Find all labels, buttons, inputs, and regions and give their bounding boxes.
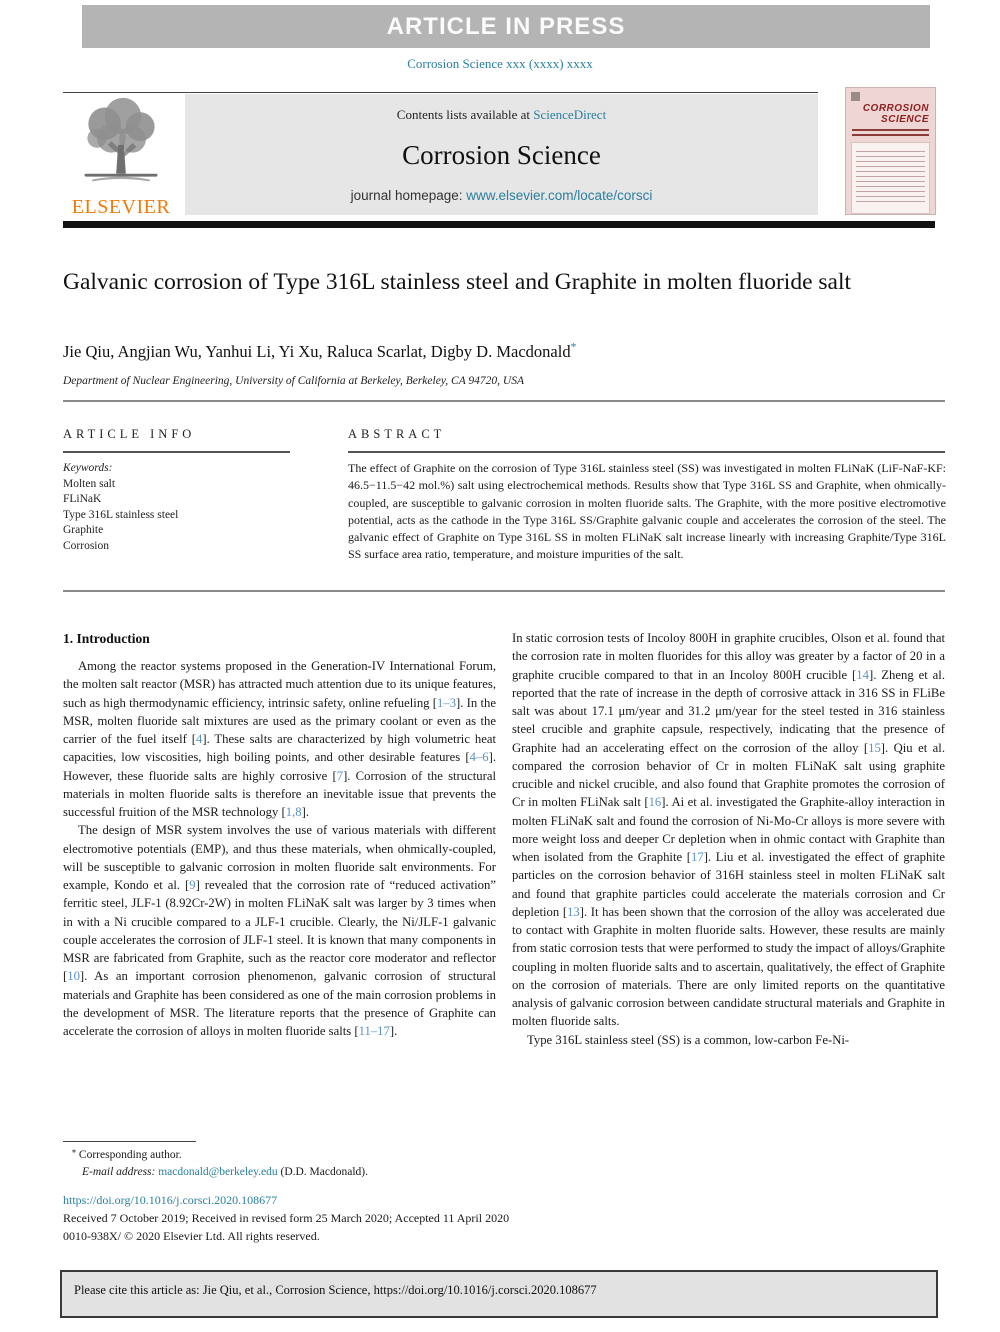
body-column-left (63, 657, 496, 1040)
keywords-block (63, 461, 303, 554)
copyright-line: 0010-938X/ © 2020 Elsevier Ltd. All rights reserved. (63, 1229, 320, 1243)
journal-reference-link[interactable]: Corrosion Science xxx (xxxx) xxxx (407, 56, 593, 71)
author-list: Jie Qiu, Angjian Wu, Yanhui Li, Yi Xu, Raluca Scarlat, Digby D. Macdonald* (63, 341, 577, 361)
journal-title: Corrosion Science (402, 140, 601, 170)
divider-rule-top (63, 400, 945, 402)
journal-cover-thumbnail[interactable] (845, 87, 936, 215)
paragraph: The design of MSR system involves the use of various materials with different electromotive potentials (EMP), and thus these materials, when ohmically-coupled, will be susceptible to galvanic corrosion in molten fluoride salt environments. For example, Kondo et al. [9] revealed that the corrosion rate of “reduced activation” ferritic steel, JLF-1 (8.92Cr-2W) in molten FLiNaK salt was larger by 3 times when in with a Ni crucible compared to a JLF-1 crucible. Clearly, the Ni/JLF-1 galvanic couple accelerates the corrosion of JLF-1 steel. It is known that many components in MSR are fabricated from Graphite, such as the reactor core moderator and reflector [10]. As an important corrosion phenomenon, galvanic corrosion of structural materials and Graphite has been considered as one of the main corrosion problems in the development of MSR. The literature reports that the presence of Graphite can accelerate the corrosion of alloys in molten fluoride salts [11–17]. (63, 823, 496, 1038)
elsevier-tree-icon (73, 95, 169, 191)
article-info-rule (63, 451, 290, 453)
divider-rule-bottom (63, 590, 945, 592)
masthead-bottom-bar (63, 221, 935, 228)
journal-cover-title: CORROSION SCIENCE (862, 103, 929, 125)
abstract-text: The effect of Graphite on the corrosion of Type 316L stainless steel (SS) was investigated in molten FLiNaK (LiF-NaF-KF: 46.5−11.5−42 mol.%) salt using electrochemical methods. Results show that Type 316L SS and Graphite, when ohmically-coupled, are susceptible to galvanic corrosion in molten fluoride salts. The Graphite, with the more positive electromotive potential, acts as the cathode in the Type 316L SS/Graphite galvanic couple and accelerates the corrosion of the steel. The galvanic effect of Graphite on Type 316L SS in molten FLiNaK salt increase linearly with increasing Graphite/Type 316L SS surface area ratio, temperature, and moisture impurities of the salt. (348, 461, 946, 562)
masthead-top-rule (63, 92, 818, 93)
abstract-heading: ABSTRACT (348, 427, 446, 441)
publication-info (63, 1191, 943, 1245)
journal-cover-contents (851, 142, 930, 214)
footnote-rule (63, 1141, 196, 1142)
contents-lists-line[interactable]: Contents lists available at ScienceDirect (396, 107, 607, 122)
paragraph: Type 316L stainless steel (SS) is a common, low-carbon Fe-Ni- (527, 1032, 850, 1047)
banner-text: ARTICLE IN PRESS (386, 12, 626, 40)
elsevier-wordmark: ELSEVIER (71, 196, 171, 218)
please-cite-text: Please cite this article as: Jie Qiu, et al., Corrosion Science, https://doi.org/10.1016/j.corsci.2020.108677 (74, 1283, 597, 1297)
abstract-rule (348, 451, 945, 453)
keyword-item: FLiNaK (63, 493, 102, 505)
doi-link[interactable]: https://doi.org/10.1016/j.corsci.2020.108677 (63, 1193, 278, 1207)
paragraph: Among the reactor systems proposed in the Generation-IV International Forum, the molten salt reactor (MSR) has attracted much attention due to its unique features, such as high thermodynamic efficiency, intrinsic safety, online refueling [1–3]. In the MSR, molten fluoride salt mixtures are used as the primary coolant or even as the carrier of the fuel itself [4]. These salts are characterized by high volumetric heat capacities, low viscosities, high boiling points, and other desirable features [4–6]. However, these fluoride salts are highly corrosive [7]. Corrosion of the structural materials in molten fluoride salts is therefore an inevitable issue that prevents the successful fruition of the MSR technology [1,8]. (63, 659, 497, 819)
article-info-heading: ARTICLE INFO (63, 427, 196, 441)
keyword-item: Corrosion (63, 539, 109, 552)
keyword-item: Molten salt (63, 477, 116, 490)
received-dates: Received 7 October 2019; Received in revised form 25 March 2020; Accepted 11 April 2020 (63, 1211, 510, 1225)
journal-cover-emblem-icon (851, 92, 860, 101)
corresponding-author-note: ⁎ Corresponding author. (72, 1146, 182, 1161)
please-cite-box (60, 1270, 938, 1318)
page-title: Galvanic corrosion of Type 316L stainless steel and Graphite in molten fluoride salt (63, 269, 852, 295)
journal-cover-contents-lines (856, 151, 925, 205)
affiliation: Department of Nuclear Engineering, University of California at Berkeley, Berkeley, CA 94720, USA (63, 375, 524, 387)
email-address-note[interactable]: E-mail address: macdonald@berkeley.edu (D.D. Macdonald). (82, 1166, 368, 1178)
section-heading-introduction: 1. Introduction (63, 631, 150, 646)
elsevier-logo[interactable] (63, 95, 179, 217)
paragraph: In static corrosion tests of Incoloy 800H in graphite crucibles, Olson et al. found that the corrosion rate in molten fluorides for this alloy was greater by a factor of 20 in a graphite crucible compared to that in an Incoloy 800H crucible [14]. Zheng et al. reported that the rate of increase in the depth of corrosive attack in 316 SS in FLiBe salt was about 17.1 μm/year and 31.2 μm/year for the steel tested in 316 stainless steel crucible and graphite capsule, respectively, indicating that the presence of Graphite had an accelerating effect on the corrosion of the alloy [15]. Qiu et al. compared the corrosion behavior of Cr in molten FLiNaK salt using graphite crucible and nickel crucible, and also found that Graphite promotes the corrosion of Cr in molten FLiNak salt [16]. Ai et al. investigated the Graphite-alloy interaction in molten FLiNaK salt and found the corrosion of Ni-Mo-Cr alloys is more severe with more weight loss and deeper Cr depletion when in ohmic contact with Graphite than when isolated from the Graphite [17]. Liu et al. investigated the effect of graphite particles on the corrosion behavior of 316H stainless steel in molten FLiNaK salt and found that graphite particles could accelerate the materials corrosion and Cr depletion [13]. It has been shown that the corrosion of the alloy was accelerated due to contact with Graphite in molten fluoride salts. However, these results are mainly from static corrosion tests that were performed to study the impact of alloys/Graphite coupling in molten fluoride salts and to ascertain, qualitatively, the effect of Graphite on the corrosion of materials. There are only limited reports on the quantitative analysis of galvanic corrosion between candidate structural materials and Graphite in molten fluoride salts. (512, 631, 946, 1029)
journal-homepage-line[interactable]: journal homepage: www.elsevier.com/locate/corsci (350, 188, 653, 203)
body-column-right (512, 629, 945, 1049)
article-in-press-banner (82, 5, 930, 48)
masthead-journal-box (185, 94, 818, 215)
keywords-label: Keywords: (63, 462, 113, 474)
keyword-item: Type 316L stainless steel (63, 508, 179, 521)
journal-cover-subtitle-lines (852, 129, 929, 136)
keyword-item: Graphite (63, 524, 104, 536)
